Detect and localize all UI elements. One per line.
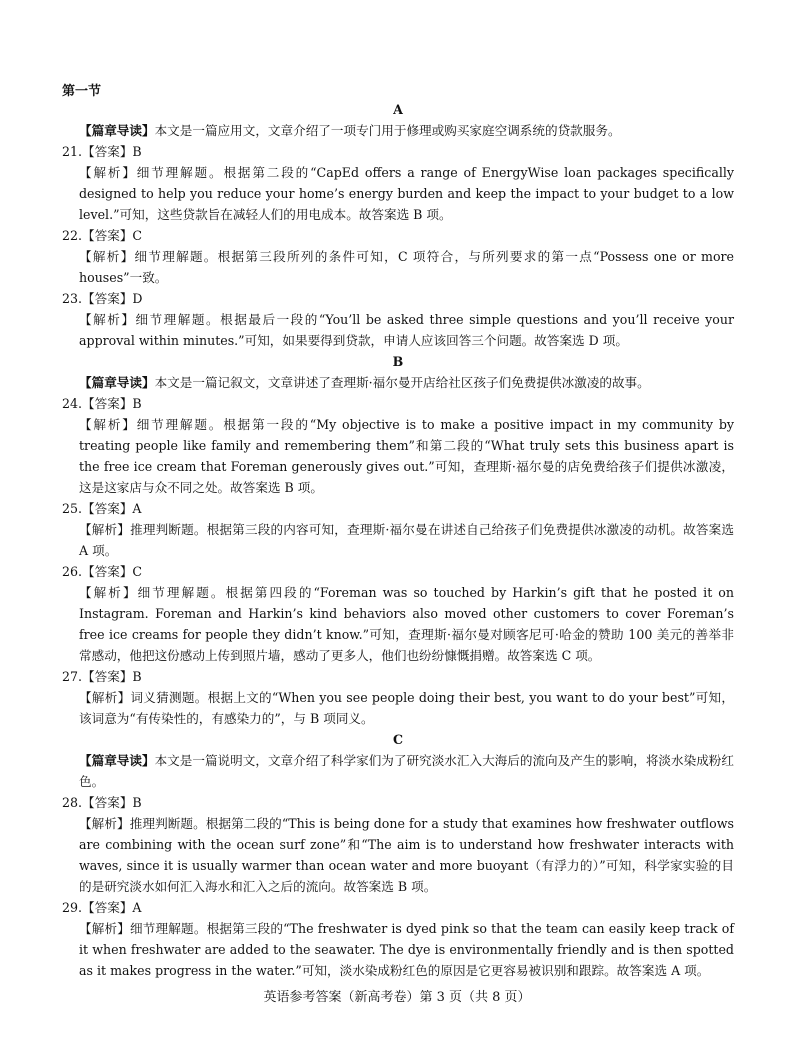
guide-tag: 【篇章导读】: [79, 375, 155, 390]
section-title: 第一节: [62, 84, 102, 99]
analysis-tag: 【解析】: [79, 417, 137, 432]
question-item: [62, 666, 734, 729]
guide-text: 本文是一篇说明文，文章介绍了科学家们为了研究淡水汇入大海后的流向及产生的影响，将淡水染成粉红色。: [79, 753, 735, 789]
answer-line: [62, 897, 734, 918]
analysis-body: 词义猜测题。根据上文的“When you see people doing their best, you want to do your best”可知，该词意为“有传染性的，有感染力的”，与 B 项同义。: [79, 690, 734, 726]
analysis-body: 细节理解题。根据第三段所列的条件可知，C 项符合，与所列要求的第一点“Possess one or more houses”一致。: [79, 249, 734, 285]
answer-value: A: [132, 501, 142, 516]
analysis-text: [62, 582, 734, 666]
answer-tag: 【答案】: [82, 795, 133, 810]
analysis-tag: 【解析】: [79, 522, 131, 537]
analysis-body: 细节理解题。根据第四段的“Foreman was so touched by Harkin’s gift that he posted it on Instagram. Foreman and Harkin’s kind behaviors also moved other customers to cover Foreman’s free ice creams for people they didn’t know.”可知，查理斯·福尔曼对顾客尼可·哈金的赞助 100 美元的善举非常感动，他把这份感动上传到照片墙，感动了更多人，他们也纷纷慷慨捐赠。故答案选 C 项。: [79, 585, 735, 663]
analysis-body: 推理判断题。根据第三段的内容可知，查理斯·福尔曼在讲述自己给孩子们免费提供冰激凌的动机。故答案选 A 项。: [79, 522, 734, 558]
question-number: 22.: [62, 228, 83, 243]
answer-tag: 【答案】: [82, 396, 133, 411]
analysis-tag: 【解析】: [79, 690, 131, 705]
question-item: [62, 792, 734, 897]
analysis-body: 细节理解题。根据第二段的“CapEd offers a range of EnergyWise loan packages specifically designed to help you reduce your home’s energy burden and keep the impact to your budget to a low level.”可知，这些贷款旨在减轻人们的用电成本。故答案选 B 项。: [79, 165, 734, 222]
answer-tag: 【答案】: [82, 501, 133, 516]
answer-line: [62, 393, 734, 414]
question-number: 24.: [62, 396, 83, 411]
question-item: [62, 561, 734, 666]
analysis-tag: 【解析】: [79, 921, 131, 936]
answer-value: B: [132, 396, 142, 411]
analysis-tag: 【解析】: [79, 312, 136, 327]
analysis-text: [62, 246, 734, 288]
analysis-text: [62, 414, 734, 498]
question-number: 28.: [62, 795, 83, 810]
answer-value: A: [132, 900, 142, 915]
answer-tag: 【答案】: [82, 228, 133, 243]
answer-line: [62, 288, 734, 309]
guide-tag: 【篇章导读】: [79, 753, 155, 768]
analysis-tag: 【解析】: [79, 249, 135, 264]
analysis-text: [62, 309, 734, 351]
answer-line: [62, 792, 734, 813]
analysis-text: [62, 519, 734, 561]
answer-value: C: [132, 564, 143, 579]
question-item: [62, 393, 734, 498]
question-number: 27.: [62, 669, 83, 684]
answer-tag: 【答案】: [82, 669, 133, 684]
question-number: 29.: [62, 900, 83, 915]
question-number: 25.: [62, 501, 83, 516]
question-item: [62, 225, 734, 288]
answer-tag: 【答案】: [82, 144, 133, 159]
answer-line: [62, 498, 734, 519]
question-number: 23.: [62, 291, 83, 306]
analysis-body: 推理判断题。根据第二段的“This is being done for a study that examines how freshwater outflows are combining with the ocean surf zone”和“The aim is to understand how freshwater interacts with waves, since it is usually warmer than ocean water and more buoyant（有浮力的）”可知，科学家实验的目的是研究淡水如何汇入海水和汇入之后的流向。故答案选 B 项。: [79, 816, 735, 894]
question-item: [62, 498, 734, 561]
analysis-tag: 【解析】: [79, 165, 137, 180]
answer-line: [62, 225, 734, 246]
analysis-tag: 【解析】: [79, 816, 130, 831]
question-number: 21.: [62, 144, 83, 159]
analysis-text: [62, 162, 734, 225]
passage-letter: A: [393, 102, 403, 117]
analysis-text: [62, 687, 734, 729]
answer-tag: 【答案】: [82, 900, 133, 915]
answer-value: B: [132, 144, 142, 159]
question-item: [62, 141, 734, 225]
page-footer: 英语参考答案（新高考卷）第 3 页（共 8 页）: [263, 990, 531, 1005]
answer-tag: 【答案】: [82, 564, 133, 579]
answer-value: B: [132, 669, 142, 684]
question-item: [62, 897, 734, 981]
answer-tag: 【答案】: [82, 291, 133, 306]
analysis-tag: 【解析】: [79, 585, 138, 600]
analysis-body: 细节理解题。根据第三段的“The freshwater is dyed pink so that the team can easily keep track of it when freshwater are added to the seawater. The dye is environmentally friendly and is then spotted as it makes progress in the water.”可知，淡水染成粉红色的原因是它更容易被识别和跟踪。故答案选 A 项。: [79, 921, 734, 978]
passage-guide: [62, 120, 734, 141]
analysis-body: 细节理解题。根据最后一段的“You’ll be asked three simple questions and you’ll receive your approval within minutes.”可知，如果要得到贷款，申请人应该回答三个问题。故答案选 D 项。: [79, 312, 734, 348]
passage-guide: [62, 372, 734, 393]
passage-letter: C: [392, 732, 404, 747]
question-number: 26.: [62, 564, 83, 579]
guide-text: 本文是一篇应用文，文章介绍了一项专门用于修理或购买家庭空调系统的贷款服务。: [154, 123, 621, 138]
question-item: [62, 288, 734, 351]
analysis-text: [62, 813, 734, 897]
analysis-body: 细节理解题。根据第一段的“My objective is to make a positive impact in my community by treating people like family and remembering them”和第二段的“What truly sets this business apart is the free ice cream that Foreman generously gives out.”可知，查理斯·福尔曼的店免费给孩子们提供冰激凌，这是这家店与众不同之处。故答案选 B 项。: [79, 417, 734, 495]
analysis-text: [62, 918, 734, 981]
answer-value: B: [132, 795, 142, 810]
answer-line: [62, 141, 734, 162]
answer-value: C: [132, 228, 143, 243]
answer-line: [62, 666, 734, 687]
answer-content: [62, 99, 734, 981]
answer-value: D: [132, 291, 143, 306]
answer-line: [62, 561, 734, 582]
guide-text: 本文是一篇记叙文，文章讲述了查理斯·福尔曼开店给社区孩子们免费提供冰激凌的故事。: [154, 375, 650, 390]
guide-tag: 【篇章导读】: [79, 123, 155, 138]
passage-letter: B: [392, 354, 404, 369]
passage-guide: [62, 750, 734, 792]
